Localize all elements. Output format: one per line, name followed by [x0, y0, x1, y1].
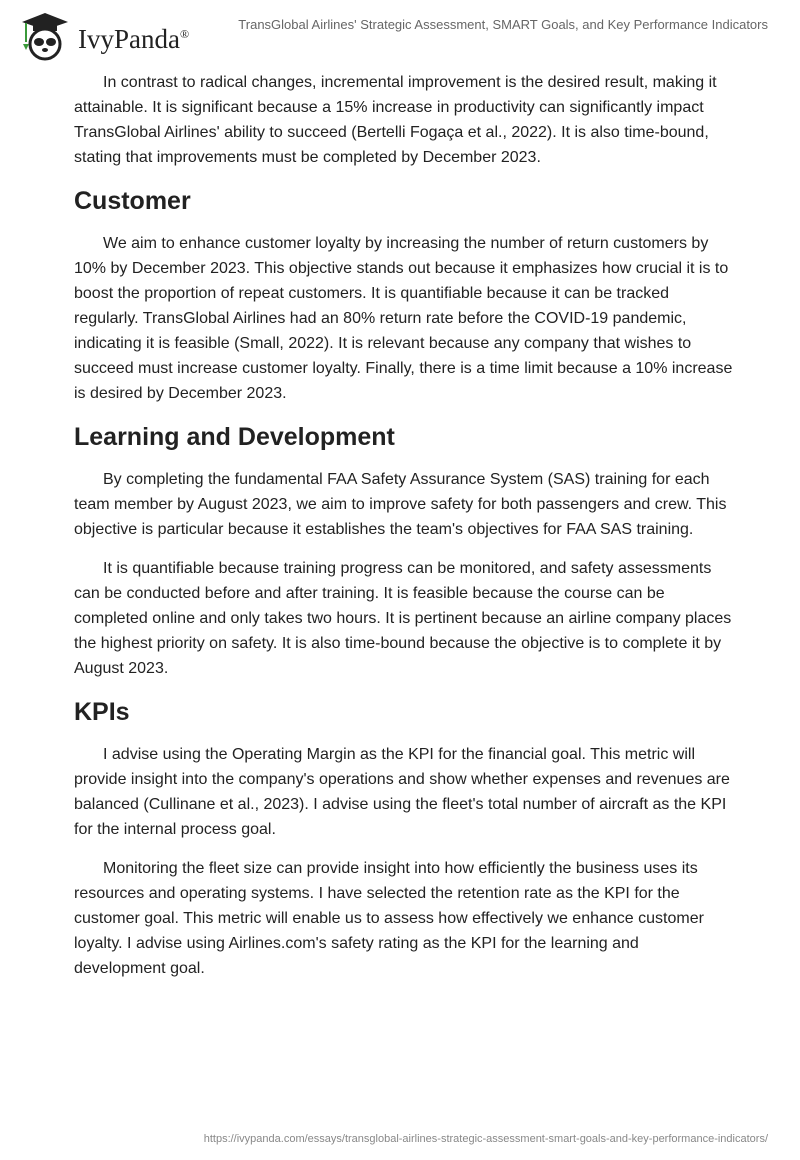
paragraph: It is quantifiable because training progress can be monitored, and safety assessments can be conducted before and after training. It is feasible because the course can be completed online and only takes two hours. It is pertinent because an airline company places the highest priority on safety. It is also time-bound because the objective is to complete it by August 2023. — [74, 560, 732, 677]
section-heading: Customer — [74, 187, 191, 215]
paragraph: By completing the fundamental FAA Safety Assurance System (SAS) training for each team member by August 2023, we aim to improve safety for both passengers and crew. This objective is particular because it establishes the team's objectives for FAA SAS training. — [74, 471, 727, 538]
paragraph: Monitoring the fleet size can provide insight into how efficiently the business uses its resources and operating systems. I have selected the retention rate as the KPI for the customer goal. This metric will enable us to assess how effectively we enhance customer loyalty. I advise using Airlines.com's safety rating as the KPI for the learning and development goal. — [74, 860, 704, 977]
paragraph: I advise using the Operating Margin as the KPI for the financial goal. This metric will provide insight into the company's operations and show whether expenses and revenues are balanced (Cullinane et al., 2023). I advise using the fleet's total number of aircraft as the KPI for the internal process goal. — [74, 746, 730, 838]
section-heading: KPIs — [74, 698, 130, 726]
document-title: TransGlobal Airlines' Strategic Assessment, SMART Goals, and Key Performance Indicators — [238, 17, 768, 32]
panda-graduate-icon — [18, 10, 72, 62]
section-heading: Learning and Development — [74, 423, 395, 451]
paragraph: In contrast to radical changes, incremental improvement is the desired result, making it attainable. It is significant because a 15% increase in productivity can significantly impact TransGlobal Airlines' ability to succeed (Bertelli Fogaça et al., 2022). It is also time-bound, stating that improvements must be completed by December 2023. — [74, 74, 717, 166]
source-url[interactable]: https://ivypanda.com/essays/transglobal-airlines-strategic-assessment-smart-goals-and-key-performance-indicators/ — [203, 1133, 768, 1145]
ivypanda-logo[interactable] — [18, 10, 189, 62]
logo-text: IvyPanda® — [78, 23, 190, 54]
essay-body — [74, 70, 734, 995]
paragraph: We aim to enhance customer loyalty by increasing the number of return customers by 10% by December 2023. This objective stands out because it emphasizes how crucial it is to boost the proportion of repeat customers. It is quantifiable because it can be tracked regularly. TransGlobal Airlines had an 80% return rate before the COVID-19 pandemic, indicating it is feasible (Small, 2022). It is relevant because any company that wishes to succeed must increase customer loyalty. Finally, there is a time limit because a 10% increase is desired by December 2023. — [74, 235, 733, 402]
